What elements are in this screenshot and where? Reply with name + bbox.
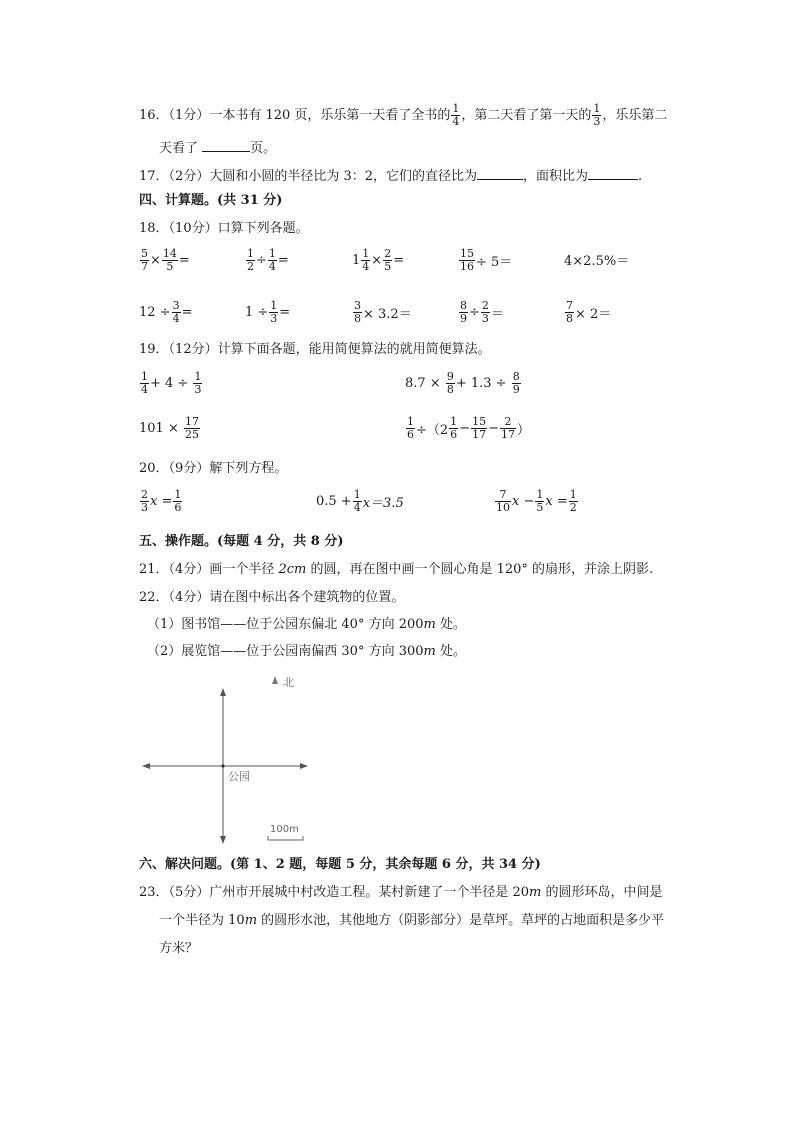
section-heading: 四、计算题。(共 31 分) [139, 193, 283, 208]
direction-map [140, 670, 320, 850]
section-heading: 六、解决问题。(第 1、2 题，每题 5 分，其余每题 6 分，共 34 分) [139, 857, 541, 872]
q16-line2: 天看了 页。 [159, 137, 276, 159]
q19-expr: 101 × $\frac{17}{25}$ [139, 415, 199, 441]
q18-expr: 12 ÷ $\frac{3}{4}$ = [139, 299, 193, 325]
south-arrowhead [220, 836, 226, 844]
section-heading: 五、操作题。(每题 4 分，共 8 分) [139, 534, 344, 549]
q19-title: 19．（12分）计算下面各题，能用简便算法的就用简便算法。 [139, 342, 491, 357]
q18-expr: 1 ÷ $\frac{1}{3}$ = [245, 299, 291, 325]
fraction: $\frac{1}{4}$ [452, 102, 460, 128]
scale-label: 100m [270, 824, 299, 835]
park-label: 公园 [228, 770, 250, 783]
north-indicator-arrow [272, 676, 278, 684]
q20-title: 20．（9分）解下列方程。 [139, 461, 288, 476]
equation: $\frac{2}{3}$ x = $\frac{1}{6}$ [141, 488, 182, 514]
q22-title: 22．（4分）请在图中标出各个建筑物的位置。 [139, 590, 405, 605]
fraction: $\frac{1}{3}$ [593, 102, 601, 128]
q18-expr: 1 $\frac{1}{4}$ × $\frac{2}{5}$ = [352, 247, 405, 273]
answer-blank[interactable] [477, 165, 523, 180]
q23-line2: 一个半径为 10m 的圆形水池，其他地方（阴影部分）是草坪。草坪的占地面积是多少平 [159, 913, 665, 928]
q19-expr: 8.7 × $\frac{9}{8}$ + 1.3 ÷ $\frac{8}{9}$ [405, 370, 520, 396]
answer-blank[interactable] [588, 165, 638, 180]
q16-line1: 16．（1分）一本书有 120 页，乐乐第一天看了全书的 $\frac{1}{4}$ ，第二天看了第一天的 $\frac{1}{3}$ ，乐乐第二 [139, 102, 668, 128]
north-arrow-top [220, 688, 226, 696]
north-label: 北 [283, 676, 294, 689]
q19-expr: $\frac{1}{4}$ + 4 ÷ $\frac{1}{3}$ [141, 370, 202, 396]
west-arrowhead [142, 763, 150, 769]
park-point [221, 764, 224, 767]
q23-line3: 方米？ [159, 941, 199, 956]
scale-bar [268, 836, 303, 840]
q18-expr: $\frac{5}{7}$ × $\frac{14}{5}$ = [141, 247, 190, 273]
q21-line: 21．（4分）画一个半径 2cm 的圆，再在图中画一个圆心角是 120° 的扇形，并涂上阴影. [139, 562, 654, 577]
equation: $\frac{7}{10}$ x − $\frac{1}{5}$ x = $\frac{1}{2}$ [496, 488, 577, 514]
q17-line: 17．（2分）大圆和小圆的半径比为 3：2，它们的直径比为 ，面积比为 . [139, 165, 642, 187]
q18-expr: $\frac{3}{8}$ × 3.2＝ [354, 299, 412, 325]
q18-expr: $\frac{7}{8}$ × 2＝ [566, 299, 612, 325]
q18-expr: $\frac{1}{2}$ ÷ $\frac{1}{4}$ = [247, 247, 289, 273]
q18-expr: $\frac{15}{16}$ ÷ 5＝ [460, 247, 513, 273]
q23-line1: 23．（5分）广州市开展城中村改造工程。某村新建了一个半径是 20m 的圆形环岛，中间是 [139, 885, 663, 900]
east-arrowhead [300, 763, 308, 769]
equation: 0.5 + $\frac{1}{4}$ x＝3.5 [316, 488, 404, 514]
q18-expr: 4×2.5%＝ [564, 254, 630, 269]
q22-item: （2）展览馆——位于公园南偏西 30° 方向 300m 处。 [147, 644, 466, 659]
q18-expr: $\frac{8}{9}$ ÷ $\frac{2}{3}$ ＝ [460, 299, 504, 325]
q19-expr: $\frac{1}{6}$ ÷（2 $\frac{1}{6}$ − $\frac{15}{17}$ − $\frac{2}{17}$ ） [407, 415, 530, 441]
answer-blank[interactable] [202, 137, 250, 152]
q18-title: 18．（10分）口算下列各题。 [139, 221, 309, 236]
q22-item: （1）图书馆——位于公园东偏北 40° 方向 200m 处。 [147, 617, 466, 632]
